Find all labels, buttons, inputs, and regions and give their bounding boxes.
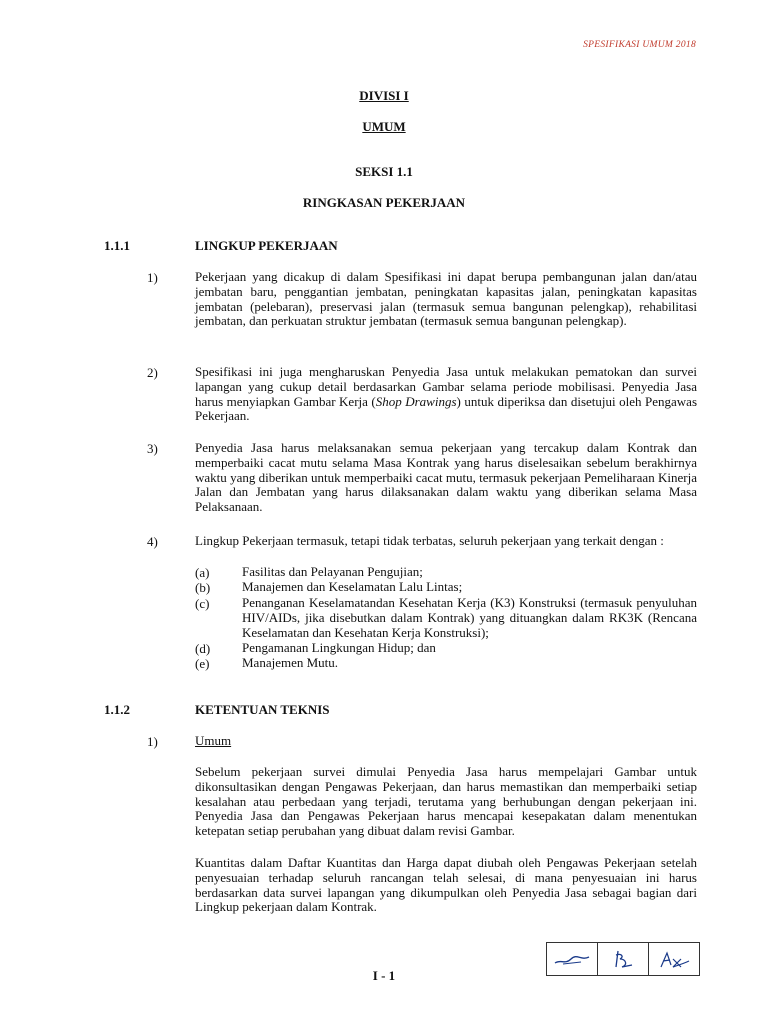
section-heading: LINGKUP PEKERJAAN <box>195 238 338 253</box>
item-number: 1) <box>147 734 158 749</box>
paragraph <box>195 365 697 424</box>
ringkasan-title: RINGKASAN PEKERJAAN <box>302 195 466 210</box>
paragraph: Penyedia Jasa harus melaksanakan semua pekerjaan yang tercakup dalam Kontrak dan memperbaiki cacat mutu selama Masa Kontrak yang harus diselesaikan sebelum berakhirnya waktu yang diberikan untuk memperbaiki cacat mutu, termasuk pekerjaan Pemeliharaan Kinerja Jalan dan Jembatan yang harus dilaksanakan dalam waktu yang diberikan selama Masa Pelaksanaan. <box>195 440 697 515</box>
subitem-text: Fasilitas dan Pelayanan Pengujian; <box>242 564 423 579</box>
item-number: 4) <box>147 534 158 549</box>
paragraph-text: ) untuk diperiksa dan disetujui oleh Pengawas Pekerjaan. <box>195 393 697 424</box>
subitem-letter: (b) <box>195 580 211 595</box>
section-heading: KETENTUAN TEKNIS <box>195 702 330 717</box>
page-number: I - 1 <box>372 968 396 983</box>
paragraph: Pekerjaan yang dicakup di dalam Spesifikasi ini dapat berupa pembangunan jalan dan/atau jembatan baru, penggantian jembatan, peningkatan kapasitas jalan, peningkatan kapasitas jembatan (pelebaran), preservasi jalan (termasuk semua bangunan pelengkap), rehabilitasi jembatan, dan perkuatan struktur jembatan (termasuk semua bangunan pelengkap). <box>195 269 697 329</box>
subsection-title: Umum <box>195 733 232 748</box>
subitem-text: Manajemen Mutu. <box>242 655 339 670</box>
umum-title: UMUM <box>362 119 406 134</box>
paragraph: Sebelum pekerjaan survei dimulai Penyedia Jasa harus mempelajari Gambar untuk dikonsultasikan dengan Pengawas Pekerjaan, dan harus memastikan dan memperbaiki setiap kesalahan atau perbedaan yang terjadi, terutama yang berhubungan dengan pekerjaan ini. Penyedia Jasa dan Pengawas Pekerjaan harus mencapai kesepakatan dalam menentukan ketepatan setiap perubahan yang dibuat dalam revisi Gambar. <box>195 764 697 839</box>
italic-term: Shop Drawings <box>375 393 457 409</box>
subitem-letter: (a) <box>195 565 210 580</box>
subitem-letter: (c) <box>195 596 210 611</box>
paragraph-text: Spesifikasi ini juga mengharuskan Penyedia Jasa untuk melakukan pematokan dan survei lapangan yang cukup detail berdasarkan Gambar selama periode mobilisasi. Penyedia Jasa harus menyiapkan Gambar Kerja ( <box>195 364 697 409</box>
divisi-title: DIVISI I <box>359 88 409 103</box>
paragraph: Kuantitas dalam Daftar Kuantitas dan Harga dapat diubah oleh Pengawas Pekerjaan setelah penyesuaian terhadap seluruh rancangan telah selesai, di mana penyesuaian ini harus berdasarkan data survei lapangan yang dikumpulkan oleh Penyedia Jasa sebagai bagian dari Lingkup pekerjaan dalam Kontrak. <box>195 855 697 915</box>
subitem-text: Manajemen dan Keselamatan Lalu Lintas; <box>242 579 463 594</box>
section-number: 1.1.2 <box>104 702 130 717</box>
subitem-letter: (d) <box>195 641 211 656</box>
item-number: 2) <box>147 365 158 380</box>
item-number: 1) <box>147 270 158 285</box>
section-number: 1.1.1 <box>104 238 130 253</box>
header-tag: SPESIFIKASI UMUM 2018 <box>583 40 696 50</box>
seksi-title: SEKSI 1.1 <box>355 164 413 179</box>
paragraph: Lingkup Pekerjaan termasuk, tetapi tidak terbatas, seluruh pekerjaan yang terkait dengan : <box>195 533 664 548</box>
subitem-text: Penanganan Keselamatandan Kesehatan Kerja (K3) Konstruksi (termasuk penyuluhan HIV/AIDs, jika disebutkan dalam Kontrak) yang dituangkan dalam RK3K (Rencana Keselamatan dan Kesehatan Kerja Konstruksi); <box>242 595 697 640</box>
subitem-text: Pengamanan Lingkungan Hidup; dan <box>242 640 436 655</box>
subitem-letter: (e) <box>195 656 210 671</box>
item-number: 3) <box>147 441 158 456</box>
